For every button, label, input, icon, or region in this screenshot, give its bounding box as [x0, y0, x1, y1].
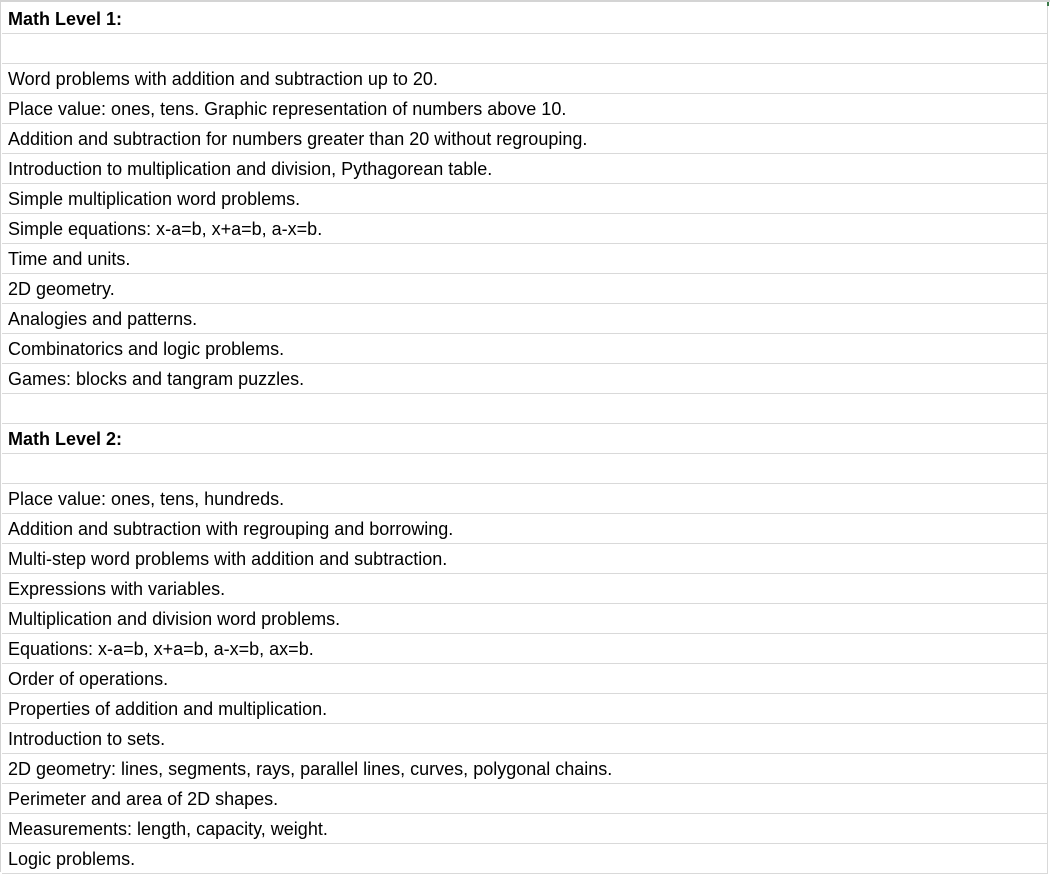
selection-corner-mark [1047, 2, 1049, 6]
cell-row-18[interactable]: Addition and subtraction with regrouping and borrowing. [2, 514, 1048, 544]
cell-row-11[interactable]: Analogies and patterns. [2, 304, 1048, 334]
cell-row-20[interactable]: Expressions with variables. [2, 574, 1048, 604]
cell-row-4[interactable]: Place value: ones, tens. Graphic representation of numbers above 10. [2, 94, 1048, 124]
cell-row-3[interactable]: Word problems with addition and subtraction up to 20. [2, 64, 1048, 94]
cell-row-5[interactable]: Addition and subtraction for numbers greater than 20 without regrouping. [2, 124, 1048, 154]
cell-row-22[interactable]: Equations: x-a=b, x+a=b, a-x=b, ax=b. [2, 634, 1048, 664]
cell-row-12[interactable]: Combinatorics and logic problems. [2, 334, 1048, 364]
cell-column [2, 4, 1048, 874]
cell-row-9[interactable]: Time and units. [2, 244, 1048, 274]
cell-row-15[interactable]: Math Level 2: [2, 424, 1048, 454]
cell-row-29[interactable]: Logic problems. [2, 844, 1048, 874]
cell-row-26[interactable]: 2D geometry: lines, segments, rays, parallel lines, curves, polygonal chains. [2, 754, 1048, 784]
cell-row-28[interactable]: Measurements: length, capacity, weight. [2, 814, 1048, 844]
cell-row-2[interactable] [2, 34, 1048, 64]
cell-row-14[interactable] [2, 394, 1048, 424]
cell-row-25[interactable]: Introduction to sets. [2, 724, 1048, 754]
cell-row-8[interactable]: Simple equations: x-a=b, x+a=b, a-x=b. [2, 214, 1048, 244]
cell-row-6[interactable]: Introduction to multiplication and division, Pythagorean table. [2, 154, 1048, 184]
cell-row-7[interactable]: Simple multiplication word problems. [2, 184, 1048, 214]
cell-row-10[interactable]: 2D geometry. [2, 274, 1048, 304]
cell-row-19[interactable]: Multi-step word problems with addition and subtraction. [2, 544, 1048, 574]
cell-row-24[interactable]: Properties of addition and multiplication. [2, 694, 1048, 724]
cell-row-23[interactable]: Order of operations. [2, 664, 1048, 694]
cell-row-17[interactable]: Place value: ones, tens, hundreds. [2, 484, 1048, 514]
cell-row-16[interactable] [2, 454, 1048, 484]
cell-row-1[interactable]: Math Level 1: [2, 4, 1048, 34]
cell-row-13[interactable]: Games: blocks and tangram puzzles. [2, 364, 1048, 394]
cell-row-21[interactable]: Multiplication and division word problems. [2, 604, 1048, 634]
cell-row-27[interactable]: Perimeter and area of 2D shapes. [2, 784, 1048, 814]
